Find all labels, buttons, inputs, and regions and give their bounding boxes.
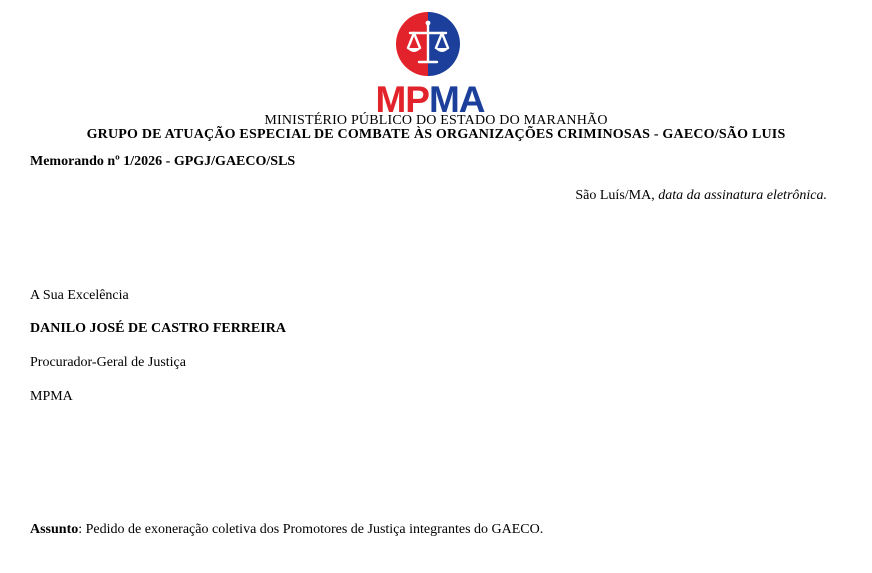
memo-id: Memorando nº 1/2026 - GPGJ/GAECO/SLS <box>30 154 296 169</box>
addressee-organization: MPMA <box>30 389 73 404</box>
addressee-role: Procurador-Geral de Justiça <box>30 355 186 370</box>
date-note: data da assinatura eletrônica. <box>658 188 827 203</box>
subject-label: Assunto <box>30 522 79 537</box>
org-name: MINISTÉRIO PÚBLICO DO ESTADO DO MARANHÃO <box>264 113 608 128</box>
subject-separator: : <box>78 522 86 537</box>
addressee-salutation: A Sua Excelência <box>30 288 129 303</box>
subject-line <box>30 522 543 538</box>
place: São Luís/MA, <box>575 188 659 203</box>
addressee-name: DANILO JOSÉ DE CASTRO FERREIRA <box>30 321 286 336</box>
logo-wordmark-ma: MA <box>428 79 485 120</box>
logo-wordmark-mp: MP <box>375 79 429 120</box>
scales-of-justice-icon <box>395 11 461 77</box>
mpma-logo <box>360 8 500 120</box>
place-date <box>575 188 827 204</box>
subject-text: Pedido de exoneração coletiva dos Promotores de Justiça integrantes do GAECO. <box>85 522 544 537</box>
group-name: GRUPO DE ATUAÇÃO ESPECIAL DE COMBATE ÀS ORGANIZAÇÕES CRIMINOSAS - GAECO/SÃO LUIS <box>86 127 786 142</box>
